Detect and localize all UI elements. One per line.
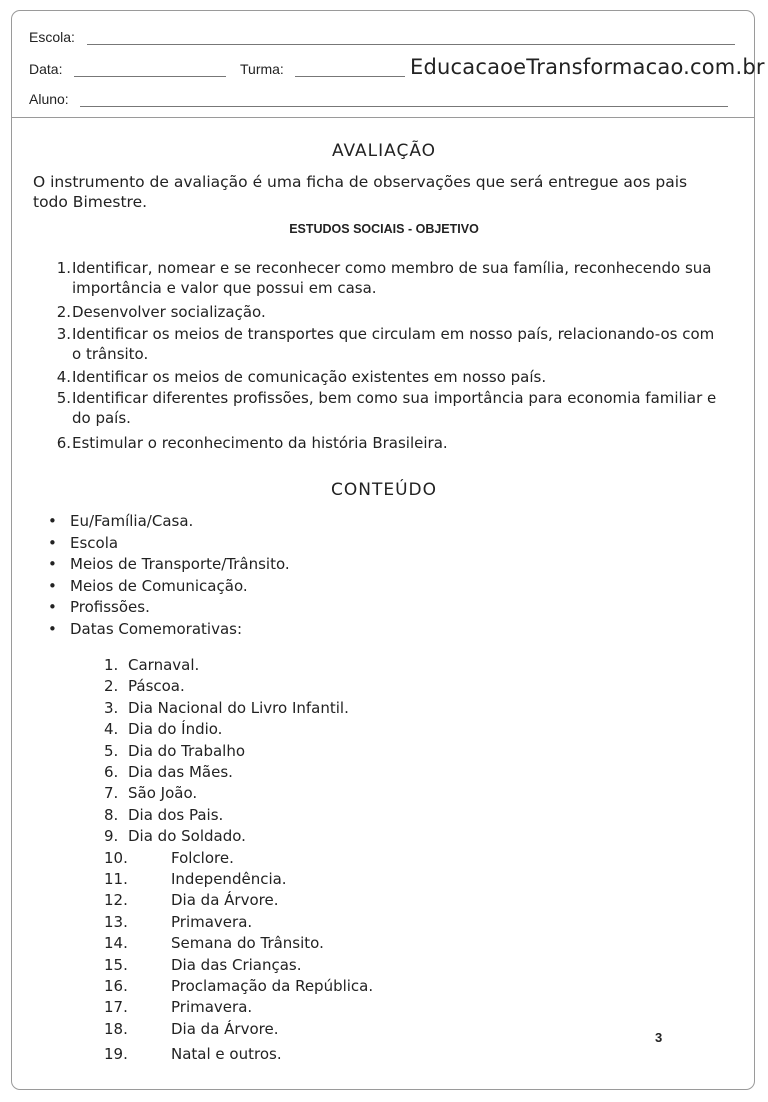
objective-number: 3. (56, 325, 71, 343)
content-text: Datas Comemorativas: (70, 619, 243, 638)
bullet-point: • (48, 533, 57, 552)
date-number: 3. (104, 698, 119, 717)
date-number: 14. (104, 934, 128, 953)
aluno-field[interactable] (80, 106, 728, 107)
page-number: 3 (655, 1030, 663, 1045)
data-label: Data: (29, 61, 63, 77)
student-header (12, 11, 765, 118)
content-text: Meios de Transporte/Trânsito. (70, 555, 290, 573)
date-text: Folclore. (171, 848, 234, 867)
objective-text: Identificar os meios de transportes que circulam em nosso país, relacionando-os com o trânsito. (72, 325, 715, 363)
escola-field[interactable] (87, 44, 735, 45)
date-number: 9. (104, 827, 119, 846)
date-text: Semana do Trânsito. (171, 934, 324, 953)
objective-text: Identificar diferentes profissões, bem como sua importância para economia familiar e do país. (72, 389, 717, 427)
escola-label: Escola: (29, 29, 75, 45)
data-field[interactable] (74, 76, 226, 77)
date-number: 7. (104, 784, 119, 803)
date-text: Dia do Trabalho (128, 741, 246, 760)
date-number: 12. (104, 891, 128, 910)
objective-text: Identificar, nomear e se reconhecer como membro de sua família, reconhecendo sua importância e valor que possui em casa. (72, 259, 712, 297)
date-number: 17. (104, 998, 128, 1017)
date-number: 10. (104, 848, 128, 867)
objectives-title: ESTUDOS SOCIAIS - OBJETIVO (289, 222, 479, 236)
date-text: Páscoa. (128, 677, 185, 696)
date-number: 11. (104, 870, 128, 888)
bullet-point: • (48, 512, 57, 530)
site-watermark: EducacaoeTransformacao.com.br (410, 55, 765, 79)
date-number: 1. (104, 656, 119, 674)
date-number: 6. (104, 763, 119, 781)
date-text: São João. (128, 784, 198, 803)
date-number: 18. (104, 1019, 128, 1038)
objective-text: Identificar os meios de comunicação existentes em nosso país. (72, 368, 547, 386)
objective-number: 5. (56, 389, 71, 407)
turma-field[interactable] (295, 76, 405, 77)
date-number: 4. (104, 720, 119, 739)
objective-number: 1. (56, 259, 71, 277)
date-text: Dia da Árvore. (171, 891, 279, 910)
turma-label: Turma: (240, 61, 284, 77)
date-text: Proclamação da República. (171, 977, 374, 995)
page-title: AVALIAÇÃO (331, 141, 437, 161)
date-text: Carnaval. (128, 656, 200, 674)
content-text: Profissões. (70, 598, 150, 616)
objective-text: Estimular o reconhecimento da história Brasileira. (72, 434, 448, 452)
content-text: Escola (70, 533, 119, 552)
date-number: 15. (104, 955, 128, 974)
date-text: Independência. (171, 870, 287, 888)
content-title: CONTEÚDO (330, 480, 437, 500)
date-number: 8. (104, 805, 119, 824)
date-text: Primavera. (171, 998, 253, 1017)
date-text: Dia do Índio. (128, 720, 223, 739)
content-text: Eu/Família/Casa. (70, 512, 194, 530)
bullet-point: • (48, 576, 57, 595)
date-text: Dia das Crianças. (171, 955, 302, 974)
bullet-point: • (48, 619, 57, 638)
date-number: 13. (104, 912, 128, 931)
bullet-point: • (48, 555, 57, 573)
date-number: 5. (104, 741, 119, 760)
date-text: Primavera. (171, 912, 253, 931)
date-text: Natal e outros. (171, 1045, 282, 1064)
date-number: 19. (104, 1045, 128, 1064)
date-text: Dia dos Pais. (128, 805, 224, 824)
date-number: 16. (104, 977, 128, 995)
date-text: Dia do Soldado. (128, 827, 246, 846)
bullet-point: • (48, 598, 57, 616)
intro-paragraph: O instrumento de avaliação é uma ficha de observações que será entregue aos pais todo Bimestre. (33, 173, 688, 211)
date-text: Dia das Mães. (128, 763, 233, 781)
aluno-label: Aluno: (29, 91, 69, 107)
date-text: Dia da Árvore. (171, 1019, 279, 1038)
objective-text: Desenvolver socialização. (72, 303, 266, 321)
content-text: Meios de Comunicação. (70, 576, 248, 595)
objective-number: 4. (56, 368, 71, 386)
date-number: 2. (104, 677, 119, 696)
objective-number: 2. (56, 303, 71, 321)
date-text: Dia Nacional do Livro Infantil. (128, 698, 349, 717)
objective-number: 6. (56, 434, 71, 452)
